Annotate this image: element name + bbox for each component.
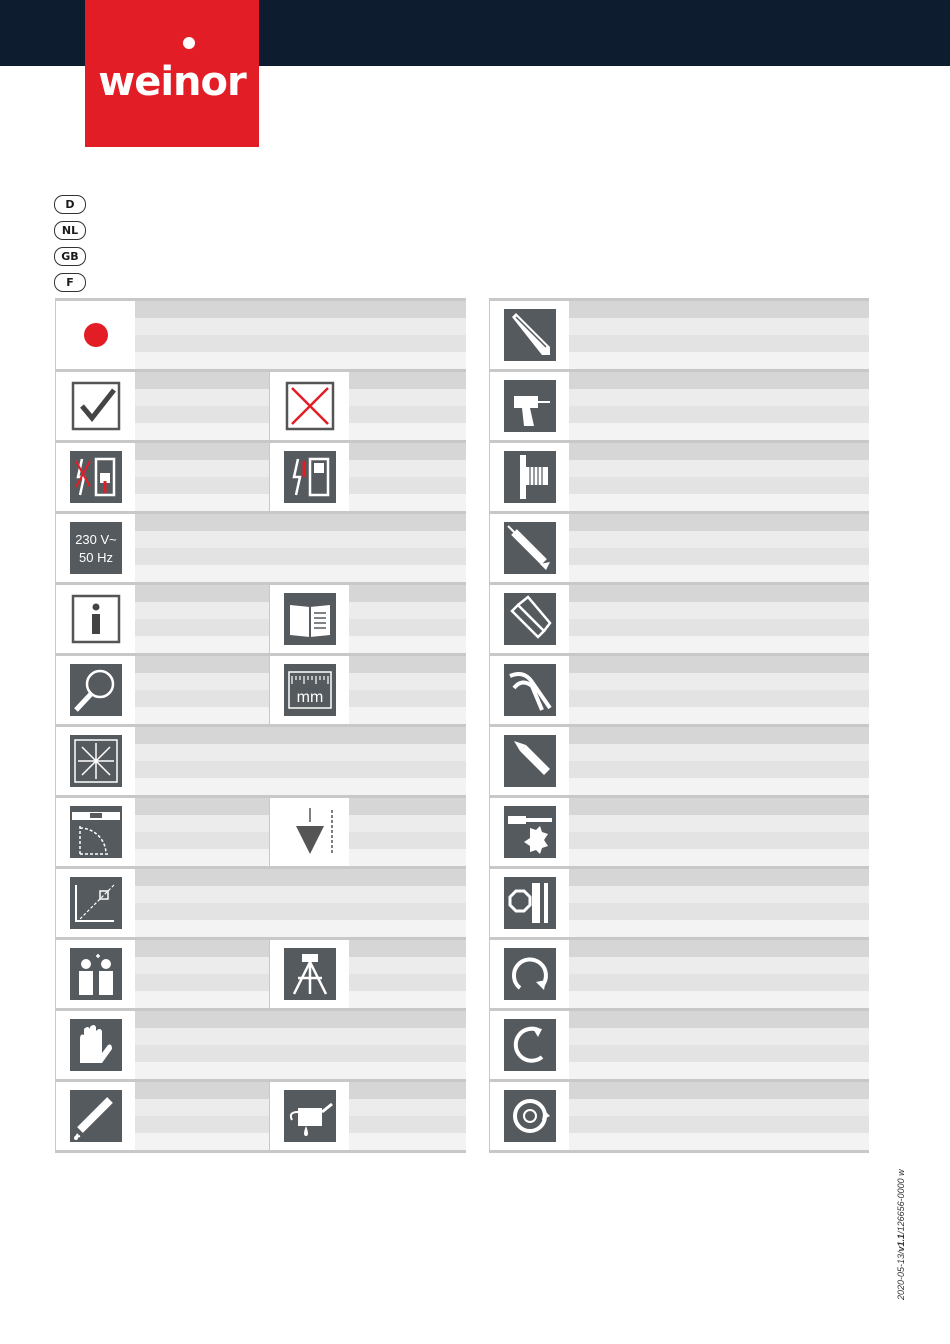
- text-lines: [349, 940, 466, 1008]
- lang-badge-f: F: [54, 273, 86, 292]
- oil-can-icon: [269, 1082, 349, 1150]
- voltage-230v-icon: [55, 514, 135, 582]
- text-lines: [569, 443, 869, 511]
- symbol-row: [55, 514, 466, 585]
- right-angle-icon: [55, 869, 135, 937]
- text-lines: [569, 1082, 869, 1150]
- symbol-row: [55, 940, 466, 1011]
- tripod-icon: [269, 940, 349, 1008]
- text-lines: [135, 656, 269, 724]
- symbol-row: [489, 798, 869, 869]
- logo-text: weinor: [98, 59, 246, 105]
- symbol-row: [489, 656, 869, 727]
- manual-book-icon: [269, 585, 349, 653]
- power-off-switch-icon: [55, 443, 135, 511]
- symbol-row: [489, 443, 869, 514]
- rotate-circle-icon: [489, 1082, 569, 1150]
- symbol-row: [489, 727, 869, 798]
- symbol-row: [55, 443, 466, 514]
- text-lines: [569, 727, 869, 795]
- text-lines: [135, 940, 269, 1008]
- text-lines: [349, 798, 466, 866]
- symbol-row: [55, 869, 466, 940]
- symbol-row: [489, 301, 869, 372]
- symbol-row: [55, 301, 466, 372]
- symbol-row: [489, 869, 869, 940]
- text-lines: [135, 514, 466, 582]
- text-lines: [569, 940, 869, 1008]
- measure-mm-icon: [269, 656, 349, 724]
- text-lines: [135, 869, 466, 937]
- symbol-row: [55, 727, 466, 798]
- svg-text:mm: mm: [296, 689, 323, 706]
- magnifier-icon: [55, 656, 135, 724]
- text-lines: [569, 514, 869, 582]
- right-symbol-table: [489, 298, 869, 1153]
- text-lines: [135, 727, 466, 795]
- lang-badge-d: D: [54, 195, 86, 214]
- text-lines: [135, 301, 466, 369]
- text-lines: [569, 1011, 869, 1079]
- lang-badge-gb: GB: [54, 247, 86, 266]
- language-list: [54, 195, 86, 299]
- cutter-knife-icon: [489, 727, 569, 795]
- text-lines: [349, 443, 466, 511]
- text-lines: [349, 1082, 466, 1150]
- power-on-switch-icon: [269, 443, 349, 511]
- wall-plug-icon: [489, 443, 569, 511]
- pencil-icon: [489, 301, 569, 369]
- text-lines: [569, 585, 869, 653]
- plumb-bob-icon: [269, 798, 349, 866]
- symbol-row: [489, 514, 869, 585]
- spirit-level-icon: [55, 798, 135, 866]
- rotate-clockwise-icon: [489, 940, 569, 1008]
- document-version: 2020-05-13/v1.1/126656-0000 w: [896, 1169, 906, 1300]
- text-lines: [135, 443, 269, 511]
- symbol-row: [489, 940, 869, 1011]
- red-dot-icon: [55, 301, 135, 369]
- lang-badge-nl: NL: [54, 221, 86, 240]
- text-lines: [135, 1082, 269, 1150]
- expand-arrows-icon: [55, 727, 135, 795]
- symbol-row: [489, 372, 869, 443]
- checkmark-icon: [55, 372, 135, 440]
- text-lines: [569, 798, 869, 866]
- text-lines: [569, 372, 869, 440]
- text-lines: [569, 656, 869, 724]
- text-lines: [569, 869, 869, 937]
- grease-gun-icon: [55, 1082, 135, 1150]
- text-lines: [349, 585, 466, 653]
- text-lines: [135, 798, 269, 866]
- rotate-counterclockwise-icon: [489, 1011, 569, 1079]
- symbol-row: [489, 1082, 869, 1153]
- text-lines: [349, 656, 466, 724]
- drill-icon: [489, 372, 569, 440]
- silicone-gun-icon: [489, 514, 569, 582]
- wrench-socket-icon: [489, 869, 569, 937]
- cross-icon: [269, 372, 349, 440]
- symbol-row: [55, 372, 466, 443]
- symbol-row: [55, 798, 466, 869]
- two-persons-icon: [55, 940, 135, 1008]
- torx-screwdriver-icon: [489, 798, 569, 866]
- text-lines: [135, 372, 269, 440]
- text-lines: [569, 301, 869, 369]
- text-lines: [349, 372, 466, 440]
- gloves-icon: [55, 1011, 135, 1079]
- weinor-logo: [85, 0, 259, 147]
- symbol-row: [489, 1011, 869, 1082]
- svg-text:50 Hz: 50 Hz: [78, 550, 113, 565]
- hacksaw-icon: [489, 585, 569, 653]
- left-symbol-table: [55, 298, 466, 1153]
- pliers-icon: [489, 656, 569, 724]
- symbol-row: [55, 1082, 466, 1153]
- info-icon: [55, 585, 135, 653]
- symbol-row: [55, 656, 466, 727]
- svg-text:230 V~: 230 V~: [74, 532, 117, 547]
- text-lines: [135, 585, 269, 653]
- symbol-row: [55, 1011, 466, 1082]
- text-lines: [135, 1011, 466, 1079]
- symbol-row: [55, 585, 466, 656]
- symbol-row: [489, 585, 869, 656]
